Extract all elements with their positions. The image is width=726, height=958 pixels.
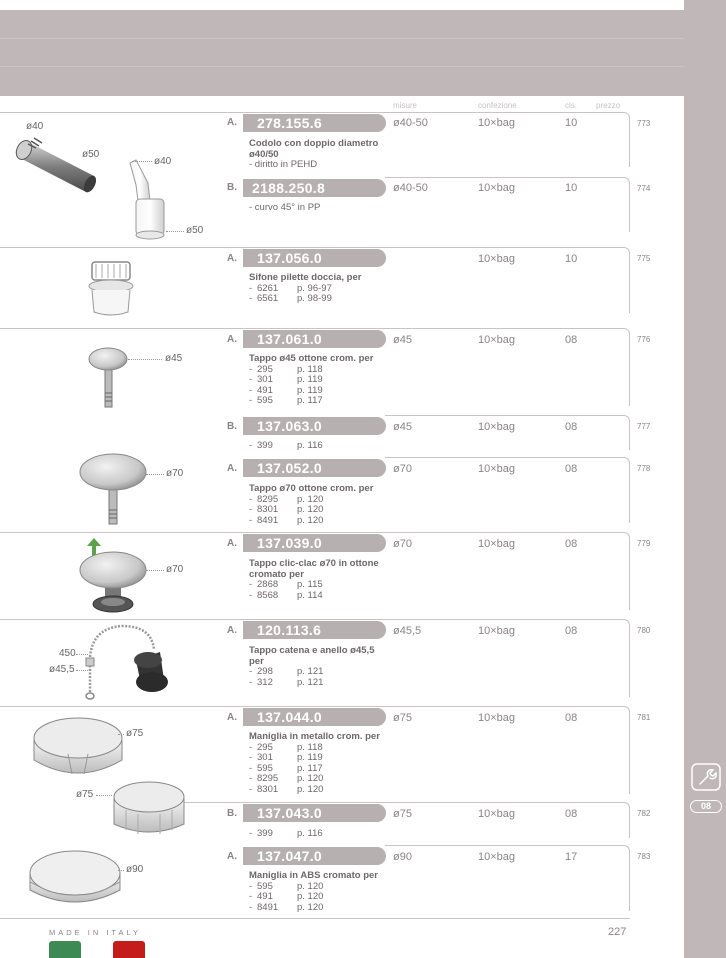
- description-title: Tappo catena e anello ø45,5: [249, 645, 375, 656]
- description-note: - diritto in PEHD: [249, 159, 318, 170]
- product-description: [249, 484, 373, 526]
- pack-value: 10×bag: [478, 117, 516, 129]
- ref-model: 8568: [257, 589, 279, 601]
- product-code: 137.061.0: [243, 330, 386, 348]
- plug-45-image: [88, 345, 130, 411]
- misure-value: ø90: [393, 851, 412, 863]
- cls-value: 08: [565, 463, 578, 475]
- ref-page: p. 120: [297, 773, 324, 784]
- description-title: cromato per: [249, 568, 304, 580]
- ref-model: 301: [257, 752, 273, 763]
- ref-line: - 312 p. 121: [249, 676, 324, 688]
- ref-model: 8301: [257, 783, 279, 795]
- ref-page: p. 116: [297, 440, 323, 451]
- product-description: [249, 732, 380, 795]
- product-code: 137.063.0: [243, 417, 386, 435]
- group-separator: [0, 532, 386, 533]
- ref-model: 8295: [257, 493, 279, 505]
- ref-model: 312: [257, 676, 273, 688]
- ref-line: - 301 p. 119: [249, 374, 323, 385]
- ref-model: 491: [257, 384, 273, 396]
- pack-value: 10×bag: [478, 808, 516, 820]
- ref-model: 399: [257, 828, 273, 839]
- dimension-label: ø40: [154, 156, 172, 167]
- description-note: - curvo 45° in PP: [249, 202, 321, 213]
- col-head-misure: misure: [393, 101, 418, 110]
- row-number: 778: [637, 464, 651, 473]
- row-letter: A.: [227, 253, 237, 264]
- chain-plug-image: [82, 620, 166, 700]
- description-title: Codolo con doppio diametro: [249, 138, 379, 149]
- cls-value: 08: [565, 421, 578, 433]
- handle-knob-75b-image: [112, 780, 186, 838]
- cls-value: 08: [565, 538, 578, 550]
- ref-page: p. 121: [297, 666, 324, 677]
- ref-page: p. 120: [297, 891, 324, 902]
- cls-value: 08: [565, 334, 578, 346]
- row-number: 780: [637, 626, 651, 635]
- description-title: Maniglia in ABS cromato per: [249, 870, 378, 881]
- description-title: Tappo ø70 ottone crom. per: [249, 483, 374, 494]
- ref-model: 2868: [257, 579, 279, 590]
- pack-value: 10×bag: [478, 712, 516, 724]
- ref-page: p. 118: [297, 363, 323, 375]
- row-letter: A.: [227, 625, 237, 636]
- ref-line: - 491 p. 119: [249, 384, 323, 396]
- row-letter: A.: [227, 538, 237, 549]
- misure-value: ø40-50: [393, 117, 428, 129]
- group-separator: [0, 619, 386, 620]
- dimension-label: ø50: [186, 225, 204, 236]
- col-head-cls: cls.: [565, 101, 577, 110]
- ref-line: - 491 p. 120: [249, 891, 324, 902]
- product-description: [249, 646, 374, 688]
- ref-line: - 295 p. 118: [249, 363, 323, 375]
- product-code: 120.113.6: [243, 621, 386, 639]
- ref-line: - 301 p. 119: [249, 752, 323, 763]
- dimension-label: ø50: [82, 149, 100, 160]
- side-tab-band: [684, 0, 726, 958]
- product-description: [249, 139, 378, 171]
- product-code: 137.039.0: [243, 534, 386, 552]
- ref-line: - 8295 p. 120: [249, 773, 324, 784]
- ref-line: - 295 p. 118: [249, 741, 323, 753]
- misure-value: ø70: [393, 463, 412, 475]
- ref-model: 8491: [257, 514, 279, 526]
- cls-value: 10: [565, 117, 578, 129]
- ref-page: p. 114: [297, 589, 323, 601]
- page-number: 227: [608, 926, 627, 938]
- handle-knob-90-image: [28, 848, 122, 910]
- ref-model: 595: [257, 762, 273, 774]
- ref-page: p. 119: [297, 384, 323, 396]
- row-number: 774: [637, 184, 651, 193]
- product-description: [249, 354, 373, 407]
- group-separator: [0, 247, 386, 248]
- flag-green-block: [49, 941, 81, 958]
- pack-value: 10×bag: [478, 625, 516, 637]
- product-description: [249, 441, 323, 452]
- row-number: 777: [637, 422, 651, 431]
- ref-model: 595: [257, 880, 273, 892]
- ref-model: 399: [257, 440, 273, 451]
- ref-line: - 8491 p. 120: [249, 514, 324, 526]
- clic-clac-plug-image: [78, 534, 148, 618]
- chapter-badge: 08: [690, 800, 722, 813]
- flag-red-block: [113, 941, 145, 958]
- handle-knob-75-image: [32, 714, 124, 780]
- misure-value: ø70: [393, 538, 412, 550]
- row-letter: A.: [227, 117, 237, 128]
- group-separator: [0, 112, 386, 113]
- description-title: Sifone pilette doccia, per: [249, 272, 362, 283]
- row-number: 776: [637, 335, 651, 344]
- page-bottom-line: [0, 918, 630, 919]
- cls-value: 17: [565, 851, 578, 863]
- ref-model: 301: [257, 374, 273, 385]
- made-in-italy-label: MADE IN ITALY: [49, 928, 142, 937]
- description-title: per: [249, 655, 264, 667]
- pack-value: 10×bag: [478, 421, 516, 433]
- cls-value: 08: [565, 625, 578, 637]
- description-title: ø40/50: [249, 148, 279, 160]
- ref-model: 8295: [257, 773, 279, 784]
- dimension-label: ø45: [165, 353, 183, 364]
- row-number: 781: [637, 713, 651, 722]
- pack-value: 10×bag: [478, 851, 516, 863]
- ref-model: 295: [257, 741, 273, 753]
- cls-value: 10: [565, 253, 578, 265]
- header-band: [0, 10, 684, 96]
- pack-value: 10×bag: [478, 334, 516, 346]
- ref-line: - 8491 p. 120: [249, 901, 324, 913]
- dimension-label: ø45,5: [49, 664, 75, 675]
- row-number: 779: [637, 539, 651, 548]
- ref-model: 595: [257, 395, 273, 406]
- ref-line: - 6261 p. 96-97: [249, 282, 332, 294]
- ref-line: - 6561 p. 98-99: [249, 293, 332, 304]
- product-code: 137.044.0: [243, 708, 386, 726]
- ref-page: p. 117: [297, 762, 323, 774]
- dimension-label: ø70: [166, 564, 184, 575]
- row-letter: A.: [227, 712, 237, 723]
- description-title: Maniglia in metallo crom. per: [249, 731, 380, 742]
- row-number: 783: [637, 852, 651, 861]
- pack-value: 10×bag: [478, 182, 516, 194]
- ref-page: p. 121: [297, 676, 324, 688]
- description-title: Tappo clic-clac ø70 in ottone: [249, 558, 379, 569]
- row-number: 782: [637, 809, 651, 818]
- product-code: 137.043.0: [243, 804, 386, 822]
- ref-page: p. 117: [297, 395, 323, 406]
- cls-value: 08: [565, 808, 578, 820]
- product-description: [249, 273, 361, 305]
- misure-value: ø45,5: [393, 625, 422, 637]
- col-head-prezzo: prezzo: [596, 101, 621, 110]
- ref-page: p. 96-97: [297, 282, 332, 294]
- row-number: 775: [637, 254, 651, 263]
- row-letter: B.: [227, 808, 237, 819]
- ref-model: 6261: [257, 282, 279, 294]
- product-code: 137.056.0: [243, 249, 386, 267]
- ref-page: p. 115: [297, 579, 323, 590]
- row-letter: A.: [227, 463, 237, 474]
- product-description: [249, 871, 378, 913]
- ref-page: p. 120: [297, 514, 324, 526]
- ref-model: 491: [257, 891, 273, 902]
- dimension-label: ø90: [126, 864, 144, 875]
- cls-value: 10: [565, 182, 578, 194]
- row-letter: B.: [227, 421, 237, 432]
- ref-page: p. 120: [297, 783, 324, 795]
- ref-page: p. 118: [297, 741, 323, 753]
- product-description: [249, 203, 320, 214]
- row-letter: A.: [227, 334, 237, 345]
- group-separator: [165, 802, 386, 803]
- pack-value: 10×bag: [478, 463, 516, 475]
- group-separator: [0, 706, 386, 707]
- ref-page: p. 119: [297, 374, 323, 385]
- row-letter: B.: [227, 182, 237, 193]
- misure-value: ø40-50: [393, 182, 428, 194]
- dimension-label: 450: [59, 648, 76, 659]
- ref-page: p. 116: [297, 828, 323, 839]
- dimension-label: ø75: [76, 789, 94, 800]
- curved-pipe-image: [124, 157, 174, 239]
- ref-line: - 298 p. 121: [249, 666, 324, 677]
- wrench-icon: [691, 763, 721, 791]
- group-separator: [0, 328, 386, 329]
- ref-line: - 2868 p. 115: [249, 579, 323, 590]
- dimension-label: ø40: [26, 121, 44, 132]
- ref-model: 6561: [257, 293, 279, 304]
- pack-value: 10×bag: [478, 538, 516, 550]
- product-code: 137.047.0: [243, 847, 386, 865]
- pack-value: 10×bag: [478, 253, 516, 265]
- product-code: 137.052.0: [243, 459, 386, 477]
- ref-line: - 8568 p. 114: [249, 589, 323, 601]
- siphon-image: [86, 260, 136, 318]
- cls-value: 08: [565, 712, 578, 724]
- ref-model: 295: [257, 363, 273, 375]
- ref-line: - 8295 p. 120: [249, 493, 324, 505]
- ref-line: - 8301 p. 120: [249, 504, 324, 515]
- misure-value: ø75: [393, 808, 412, 820]
- ref-line: - 595 p. 120: [249, 880, 324, 892]
- ref-line: - 595 p. 117: [249, 395, 323, 406]
- ref-line: - 8301 p. 120: [249, 783, 324, 795]
- ref-model: 8301: [257, 504, 279, 515]
- description-title: Tappo ø45 ottone crom. per: [249, 353, 374, 364]
- ref-page: p. 120: [297, 880, 324, 892]
- misure-value: ø45: [393, 334, 412, 346]
- ref-page: p. 119: [297, 752, 323, 763]
- product-description: [249, 829, 323, 840]
- row-letter: A.: [227, 851, 237, 862]
- dimension-label: ø75: [126, 728, 144, 739]
- row-number: 773: [637, 119, 651, 128]
- product-code: 278.155.6: [243, 114, 386, 132]
- ref-line: - 399 p. 116: [249, 440, 323, 451]
- ref-line: - 595 p. 117: [249, 762, 323, 774]
- straight-pipe-image: [14, 138, 100, 200]
- ref-model: 8491: [257, 901, 279, 913]
- ref-page: p. 98-99: [297, 293, 332, 304]
- product-code: 2188.250.8: [243, 179, 386, 197]
- ref-model: 298: [257, 666, 273, 677]
- dimension-label: ø70: [166, 468, 184, 479]
- misure-value: ø75: [393, 712, 412, 724]
- col-head-confezione: confezione: [478, 101, 517, 110]
- product-description: [249, 559, 379, 601]
- misure-value: ø45: [393, 421, 412, 433]
- ref-page: p. 120: [297, 901, 324, 913]
- plug-70-image: [78, 452, 148, 526]
- ref-page: p. 120: [297, 493, 324, 505]
- ref-page: p. 120: [297, 504, 324, 515]
- ref-line: - 399 p. 116: [249, 828, 323, 839]
